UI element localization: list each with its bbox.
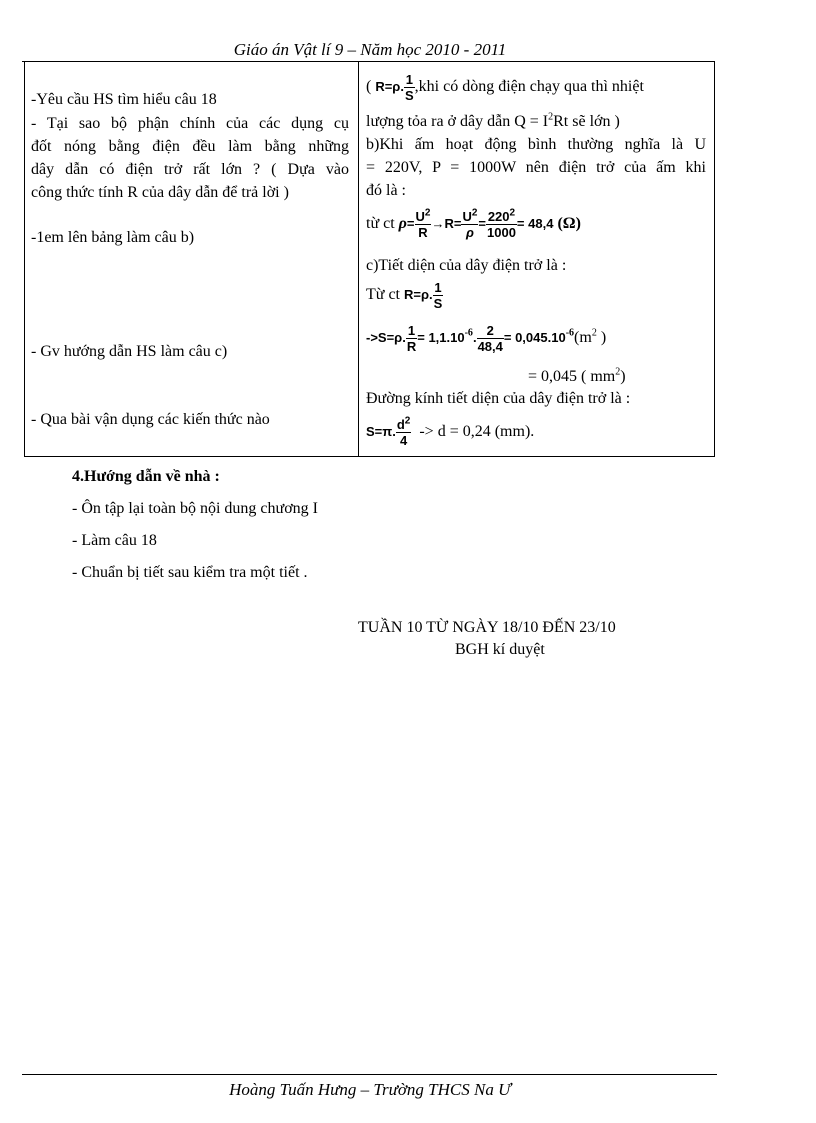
formula-area: ->S=ρ. $\frac{1}{R}$ = $1,1.10^{-6}$. $\frac{2}{48,4}$ = $0,045.10^{-6}(m^2$ ) bbox=[366, 322, 607, 354]
page-header: Giáo án Vật lí 9 – Năm học 2010 - 2011 bbox=[233, 40, 507, 59]
week-heading: TUẦN 10 TỪ NGÀY 18/10 ĐẾN 23/10 bbox=[358, 619, 616, 636]
approval-text: BGH kí duyệt bbox=[455, 641, 545, 658]
formula-diameter: S=π. $\frac{d^2}{4}$ -> d = 0,24 (mm). bbox=[366, 415, 535, 448]
right-line-diameter: Đường kính tiết diện của dây điện trở là : bbox=[366, 390, 631, 407]
footer-rule bbox=[22, 1074, 717, 1075]
left-line-6: -1em lên bảng làm câu b) bbox=[31, 229, 195, 246]
formula-ct: Từ ct R=ρ. $\frac{1}{S}$ bbox=[366, 279, 443, 311]
left-line-4: dây dẫn có điện trở rất lớn ? ( Dựa vào bbox=[31, 161, 349, 178]
homework-title: 4.Hướng dẫn về nhà : bbox=[72, 468, 220, 485]
formula-resistance: từ ct ρ= $\frac{U^2}{R}$ →R= $\frac{U^2}{\rho}$ = $\frac{220^2}{1000}$ = 48,4 (Ω) bbox=[366, 207, 581, 240]
left-line-7: - Gv hướng dẫn HS làm câu c) bbox=[31, 343, 228, 360]
homework-item-3: - Chuẩn bị tiết sau kiểm tra một tiết . bbox=[72, 564, 308, 581]
page-footer: Hoàng Tuấn Hưng – Trường THCS Na Ư bbox=[229, 1080, 511, 1099]
left-line-1: -Yêu cầu HS tìm hiểu câu 18 bbox=[31, 91, 217, 108]
right-line-2: lượng tỏa ra ở dây dẫn $Q = I^2Rt$ sẽ lớn ) bbox=[366, 111, 620, 130]
homework-item-2: - Làm câu 18 bbox=[72, 532, 157, 549]
right-line-c: c)Tiết diện của dây điện trở là : bbox=[366, 257, 567, 274]
left-line-2: - Tại sao bộ phận chính của các dụng cụ bbox=[31, 115, 349, 132]
column-divider bbox=[358, 62, 359, 456]
fraction-1-over-S: $\frac{1}{S}$ bbox=[404, 71, 414, 103]
homework-item-1: - Ôn tập lại toàn bộ nội dung chương I bbox=[72, 500, 318, 517]
left-line-8: - Qua bài vận dụng các kiến thức nào bbox=[31, 411, 270, 428]
right-line-4: = 220V, P = 1000W nên điện trở của ấm khi bbox=[366, 159, 706, 176]
right-line-1: ( R=ρ. $\frac{1}{S}$ ,khi có dòng điện chạy qua thì nhiệt bbox=[366, 71, 644, 103]
left-line-5: công thức tính R của dây dẫn để trả lời ) bbox=[31, 184, 289, 201]
right-line-3: b)Khi ấm hoạt động bình thường nghĩa là U bbox=[366, 136, 706, 153]
result-mm2: = 0,045 ( $mm^2$) bbox=[528, 366, 626, 385]
lesson-table bbox=[24, 62, 715, 457]
left-line-3: đốt nóng bằng điện đều làm bằng những bbox=[31, 138, 349, 155]
right-line-5: đó là : bbox=[366, 182, 406, 199]
